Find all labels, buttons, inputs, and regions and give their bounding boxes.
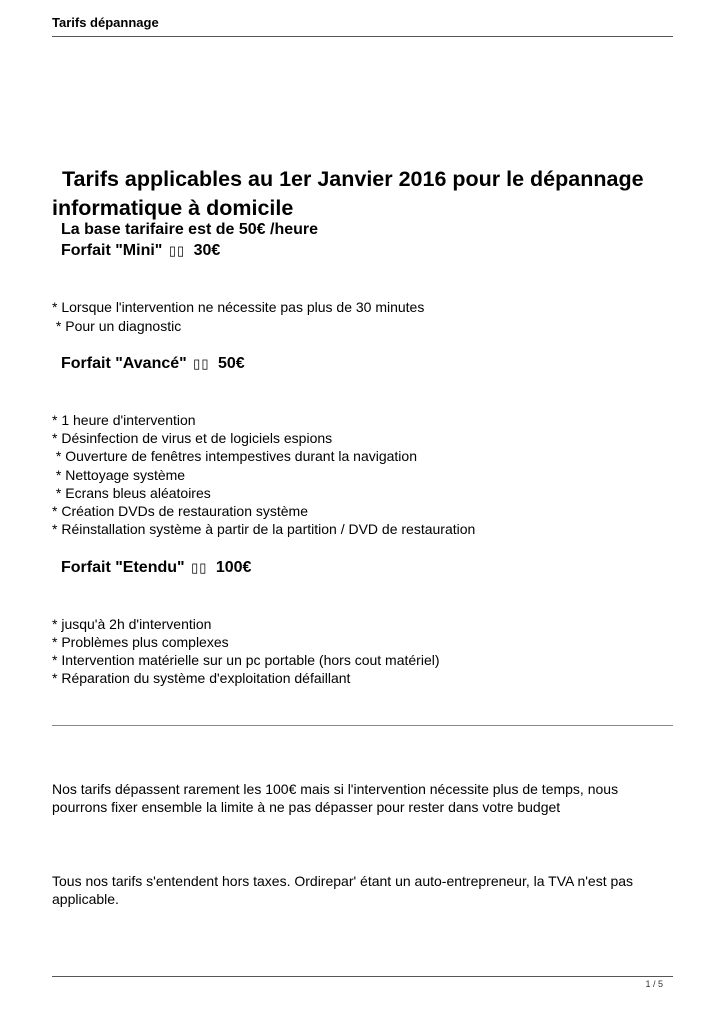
list-item: * Lorsque l'intervention ne nécessite pas plus de 30 minutes <box>52 299 425 315</box>
footer-rule <box>52 976 673 977</box>
forfait-avance-label: Forfait "Avancé" <box>61 355 187 372</box>
page-number: 1 / 5 <box>645 979 663 989</box>
header-rule <box>52 36 673 37</box>
forfait-etendu-heading <box>61 559 251 577</box>
list-item: * Ouverture de fenêtres intempestives durant la navigation <box>52 448 417 464</box>
page-header-title: Tarifs dépannage <box>52 15 159 30</box>
forfait-etendu-label: Forfait "Etendu" <box>61 559 185 576</box>
separator-glyph: ▯▯ <box>193 356 210 371</box>
forfait-avance-heading <box>61 355 245 373</box>
list-item: * Création DVDs de restauration système <box>52 503 308 519</box>
list-item: * Problèmes plus complexes <box>52 634 229 650</box>
list-item: * 1 heure d'intervention <box>52 412 196 428</box>
list-item: * Intervention matérielle sur un pc portable (hors cout matériel) <box>52 652 440 668</box>
tax-paragraph: Tous nos tarifs s'entendent hors taxes. Ordirepar' étant un auto-entrepreneur, la TVA n'est pas applicable. <box>52 873 634 907</box>
base-rate: La base tarifaire est de 50€ /heure <box>61 221 319 238</box>
forfait-mini-label: Forfait "Mini" <box>61 242 163 259</box>
page-title: Tarifs applicables au 1er Janvier 2016 pour le dépannage informatique à domicile <box>52 167 644 220</box>
separator-glyph: ▯▯ <box>168 243 186 258</box>
forfait-mini-heading <box>61 242 220 260</box>
forfait-avance-price: 50€ <box>217 355 245 372</box>
section-divider <box>52 725 673 726</box>
list-item: * Réinstallation système à partir de la partition / DVD de restauration <box>52 521 476 537</box>
list-item: * Réparation du système d'exploitation défaillant <box>52 670 351 686</box>
forfait-mini-price: 30€ <box>193 242 221 259</box>
separator-glyph: ▯▯ <box>191 560 208 575</box>
list-item: * Nettoyage système <box>52 467 186 483</box>
list-item: * jusqu'à 2h d'intervention <box>52 616 212 632</box>
list-item: * Ecrans bleus aléatoires <box>52 485 211 501</box>
budget-paragraph: Nos tarifs dépassent rarement les 100€ mais si l'intervention nécessite plus de temps, nous pourrons fixer ensemble la limite à ne pas dépasser pour rester dans votre budget <box>52 781 619 815</box>
list-item: * Désinfection de virus et de logiciels espions <box>52 430 333 446</box>
list-item: * Pour un diagnostic <box>52 318 182 334</box>
forfait-etendu-price: 100€ <box>215 559 252 576</box>
